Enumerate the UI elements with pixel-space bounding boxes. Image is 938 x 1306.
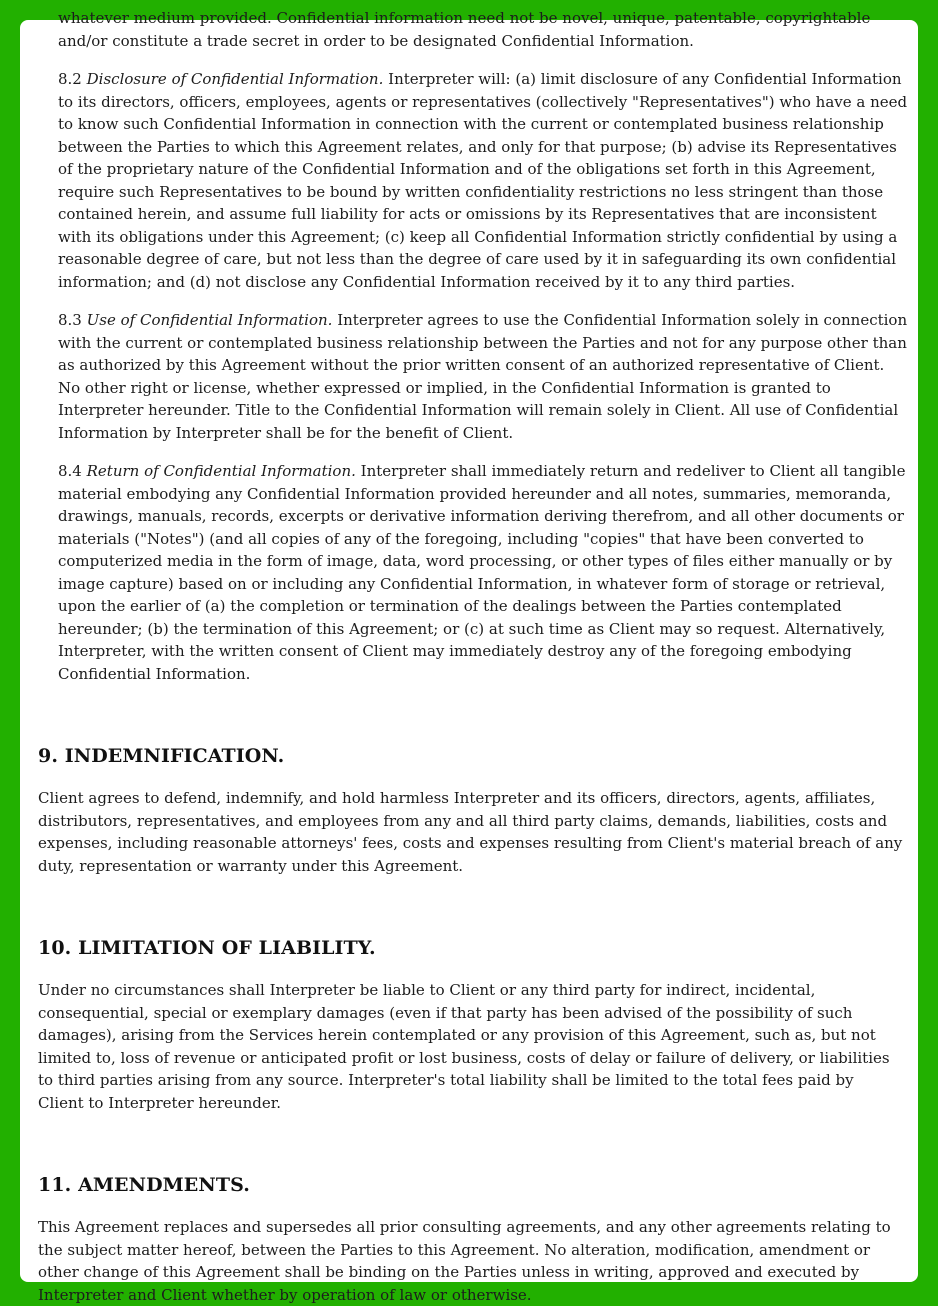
section-9-text: Client agrees to defend, indemnify, and hold harmless Interpreter and its officers, directors, agents, affiliates, distributors, representatives, and employees from any and all third party claims, demands, liabilities, costs and expenses, including reasonable attorneys' fees, costs and expenses resulting from Client's material breach of any duty, representation or warranty under this Agreement. <box>38 789 903 875</box>
section-10-text: Under no circumstances shall Interpreter be liable to Client or any third party for indirect, incidental, consequential, special or exemplary damages (even if that party has been advised of the possibility of such damages), arising from the Services herein contemplated or any provision of this Agreement, such as, but not limited to, loss of revenue or anticipated profit or lost business, costs of delay or failure of delivery, or liabilities to third parties arising from any source. Interpreter's total liability shall be limited to the total fees paid by Client to Interpreter hereunder. <box>38 981 890 1112</box>
section-8-4 <box>20 460 918 685</box>
clause-text: Interpreter shall immediately return and redeliver to Client all tangible material embodying any Confidential Information provided hereunder and all notes, summaries, memoranda, drawings, manuals, records, excerpts or derivative information deriving therefrom, and all other documents or materials ("Notes") (and all copies of any of the foregoing, including "copies" that have been converted to computerized media in the form of image, data, word processing, or other types of files either manually or by image capture) based on or including any Confidential Information, in whatever form of storage or retrieval, upon the earlier of (a) the completion or termination of the dealings between the Parties contemplated hereunder; (b) the termination of this Agreement; or (c) at such time as Client may so request. Alternatively, Interpreter, with the written consent of Client may immediately destroy any of the foregoing embodying Confidential Information. <box>58 462 906 683</box>
section-8-1-tail: whatever medium provided. Confidential information need not be novel, unique, patentable, copyrightable and/or constitute a trade secret in order to be designated Confidential Information. <box>58 9 871 50</box>
clause-title: Return of Confidential Information. <box>86 462 356 480</box>
section-11-heading: 11. AMENDMENTS. <box>38 1174 250 1196</box>
section-9-heading: 9. INDEMNIFICATION. <box>38 745 285 767</box>
section-8-2 <box>20 68 918 293</box>
section-10-heading: 10. LIMITATION OF LIABILITY. <box>38 937 376 959</box>
clause-text: Interpreter will: (a) limit disclosure of any Confidential Information to its directors, officers, employees, agents or representatives (collectively "Representatives") who have a need to know such Confidential Information in connection with the current or contemplated business relationship between the Parties to which this Agreement relates, and only for that purpose; (b) advise its Representatives of the proprietary nature of the Confidential Information and of the obligations set forth in this Agreement, require such Representatives to be bound by written confidentiality restrictions no less stringent than those contained herein, and assume full liability for acts or omissions by its Representatives that are inconsistent with its obligations under this Agreement; (c) keep all Confidential Information strictly confidential by using a reasonable degree of care, but not less than the degree of care used by it in safeguarding its own confidential information; and (d) not disclose any Confidential Information received by it to any third parties. <box>58 70 908 291</box>
clause-title: Disclosure of Confidential Information. <box>86 70 384 88</box>
clause-title: Use of Confidential Information. <box>86 311 333 329</box>
clause-number: 8.4 <box>58 462 82 480</box>
section-11-text: This Agreement replaces and supersedes all prior consulting agreements, and any other agreements relating to the subject matter hereof, between the Parties to this Agreement. No alteration, modification, amendment or other change of this Agreement shall be binding on the Parties unless in writing, approved and executed by Interpreter and Client whether by operation of law or otherwise. <box>38 1218 891 1304</box>
clause-text: Interpreter agrees to use the Confidential Information solely in connection with the current or contemplated business relationship between the Parties and not for any purpose other than as authorized by this Agreement without the prior written consent of an authorized representative of Client. No other right or license, whether expressed or implied, in the Confidential Information is granted to Interpreter hereunder. Title to the Confidential Information will remain solely in Client. All use of Confidential Information by Interpreter shall be for the benefit of Client. <box>58 311 908 442</box>
document-content <box>20 7 918 1306</box>
clause-number: 8.3 <box>58 311 82 329</box>
section-8-3 <box>20 309 918 444</box>
clause-number: 8.2 <box>58 70 82 88</box>
document-page <box>20 9 918 1304</box>
